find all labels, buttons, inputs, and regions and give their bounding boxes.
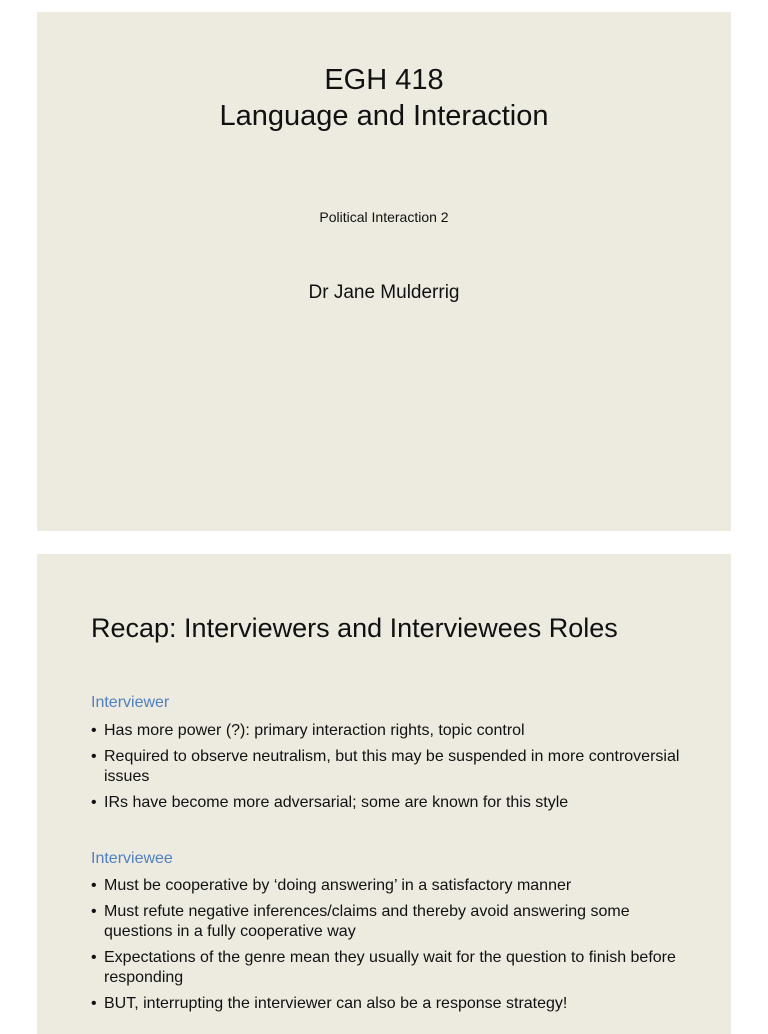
bullet-dot-icon: • xyxy=(91,877,97,894)
slide-title: Recap: Interviewers and Interviewees Roles xyxy=(91,613,618,643)
author-name: Dr Jane Mulderrig xyxy=(308,282,460,303)
bullet-dot-icon: • xyxy=(91,903,97,920)
recap-slide xyxy=(37,554,731,1034)
bullet-text: Expectations of the genre mean they usually wait for the question to finish before responding xyxy=(104,949,676,986)
bullet-item xyxy=(91,793,691,813)
bullet-dot-icon: • xyxy=(91,748,97,765)
bullet-text: Required to observe neutralism, but this may be suspended in more controversial issues xyxy=(104,748,680,785)
bullet-text: BUT, interrupting the interviewer can also be a response strategy! xyxy=(104,995,568,1012)
title-slide xyxy=(37,12,731,531)
bullet-text: Has more power (?): primary interaction rights, topic control xyxy=(104,722,525,739)
bullet-item xyxy=(91,948,691,988)
bullet-dot-icon: • xyxy=(91,794,97,811)
bullet-item xyxy=(91,902,691,942)
course-name: Language and Interaction xyxy=(219,100,549,132)
bullet-dot-icon: • xyxy=(91,949,97,966)
bullet-text: Must be cooperative by ‘doing answering’ in a satisfactory manner xyxy=(104,877,572,894)
bullet-dot-icon: • xyxy=(91,995,97,1012)
lecture-subtitle: Political Interaction 2 xyxy=(319,209,449,225)
section-heading-interviewer: Interviewer xyxy=(91,694,170,711)
bullet-text: Must refute negative inferences/claims and thereby avoid answering some questions in a fully cooperative way xyxy=(104,903,630,940)
bullet-dot-icon: • xyxy=(91,722,97,739)
interviewee-bullet-list xyxy=(91,876,691,1020)
section-heading-interviewee: Interviewee xyxy=(91,850,173,867)
bullet-item xyxy=(91,747,691,787)
course-code: EGH 418 xyxy=(324,64,444,96)
bullet-item xyxy=(91,721,691,741)
bullet-item xyxy=(91,994,691,1014)
interviewer-bullet-list xyxy=(91,721,691,819)
bullet-text: IRs have become more adversarial; some are known for this style xyxy=(104,794,569,811)
bullet-item xyxy=(91,876,691,896)
